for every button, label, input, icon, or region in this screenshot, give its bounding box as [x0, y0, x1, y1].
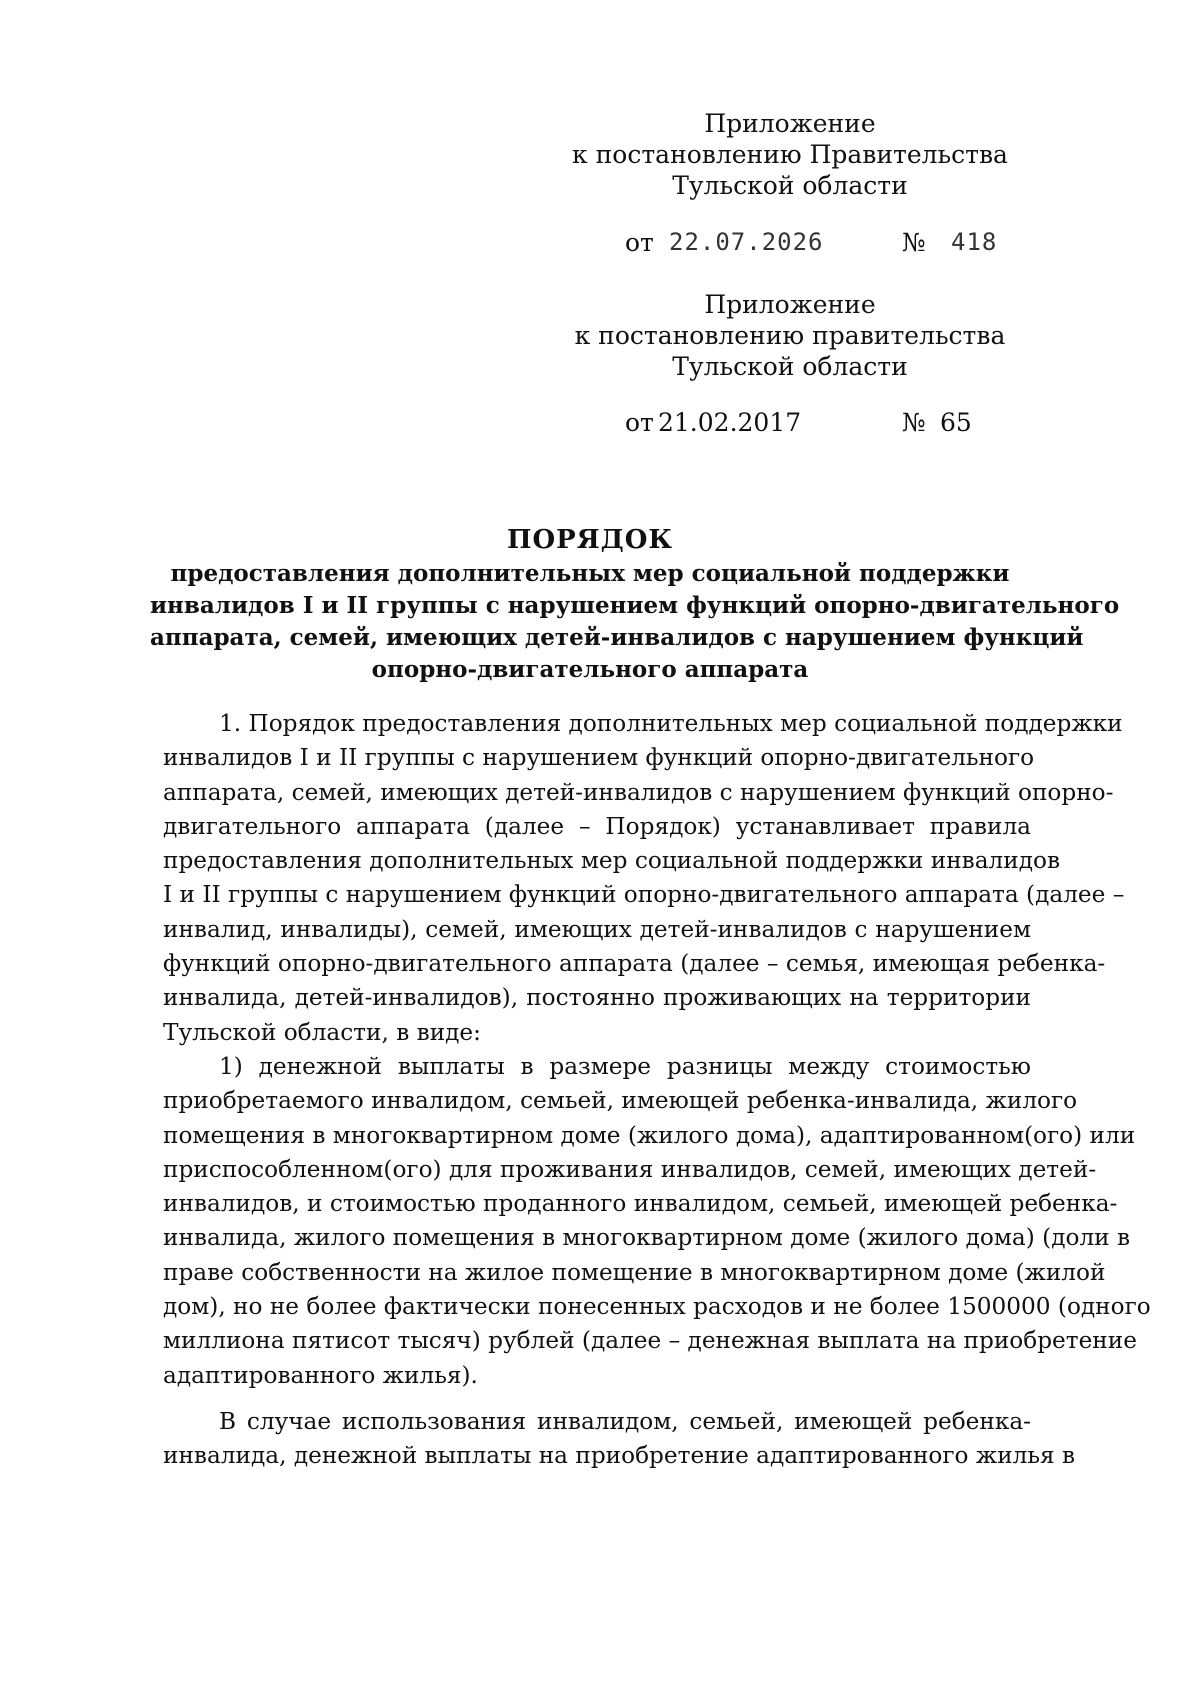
- appendix-line: Приложение: [704, 290, 876, 319]
- text-line: приобретаемого инвалидом, семьей, имеющей ребенка-инвалида, жилого: [163, 1087, 1078, 1115]
- date-value: 21.02.2017: [658, 408, 802, 437]
- text-line: инвалида, денежной выплаты на приобретение адаптированного жилья в: [163, 1442, 1076, 1470]
- text-line: приспособленном(ого) для проживания инвалидов, семей, имеющих детей-: [163, 1155, 1097, 1183]
- list-item-1: [163, 1050, 1151, 1393]
- document-body: [163, 707, 1151, 1474]
- paragraph-2: [163, 1405, 1076, 1474]
- number-label: №: [902, 408, 926, 437]
- number-stamp: 418: [951, 228, 998, 256]
- text-line: инвалид, инвалиды), семей, имеющих детей-инвалидов с нарушением: [163, 915, 1031, 943]
- text-line: помещения в многоквартирном доме (жилого дома), адаптированном(ого) или: [163, 1121, 1136, 1149]
- text-line: адаптированного жилья).: [163, 1361, 478, 1389]
- document-title: [150, 522, 1120, 686]
- document-heading: ПОРЯДОК: [506, 525, 674, 555]
- text-line: I и II группы с нарушением функций опорно-двигательного аппарата (далее –: [163, 881, 1125, 909]
- text-line: функций опорно-двигательного аппарата (далее – семья, имеющая ребенка-: [163, 950, 1106, 978]
- appendix-line: Тульской области: [672, 171, 908, 200]
- appendix-line: к постановлению правительства: [574, 321, 1006, 350]
- text-line: праве собственности на жилое помещение в многоквартирном доме (жилой: [163, 1258, 1106, 1286]
- appendix-line: к постановлению Правительства: [572, 140, 1008, 169]
- appendix-header-new: [560, 108, 1020, 201]
- text-line: 1) денежной выплаты в размере разницы между стоимостью: [219, 1052, 1031, 1080]
- date-number-row-new: [625, 227, 1025, 261]
- appendix-line: Тульской области: [672, 352, 908, 381]
- text-line: миллиона пятисот тысяч) рублей (далее – денежная выплата на приобретение: [163, 1327, 1137, 1355]
- text-line: двигательного аппарата (далее – Порядок) устанавливает правила: [163, 812, 1031, 840]
- date-number-row-old: [625, 407, 1025, 441]
- title-line: опорно-двигательного аппарата: [371, 656, 809, 683]
- text-line: 1. Порядок предоставления дополнительных мер социальной поддержки: [219, 710, 1123, 737]
- number-label: №: [902, 228, 926, 257]
- from-label: от: [625, 228, 654, 257]
- from-label: от: [625, 408, 654, 437]
- text-line: Тульской области, в виде:: [163, 1018, 481, 1046]
- text-line: аппарата, семей, имеющих детей-инвалидов с нарушением функций опорно-: [163, 778, 1114, 806]
- appendix-header-old: [560, 289, 1020, 382]
- paragraph-1: [163, 707, 1125, 1050]
- number-value: 65: [940, 408, 972, 437]
- title-line: предоставления дополнительных мер социальной поддержки: [170, 560, 1010, 587]
- appendix-line: Приложение: [704, 109, 876, 138]
- date-stamp: 22.07.2026: [669, 228, 824, 256]
- title-line: инвалидов I и II группы с нарушением функций опорно-двигательного: [150, 592, 1120, 619]
- text-line: В случае использования инвалидом, семьей, имеющей ребенка-: [219, 1407, 1031, 1435]
- title-line: аппарата, семей, имеющих детей-инвалидов с нарушением функций: [150, 624, 1084, 651]
- text-line: инвалида, жилого помещения в многоквартирном доме (жилого дома) (доли в: [163, 1224, 1131, 1252]
- text-line: инвалидов, и стоимостью проданного инвалидом, семьей, имеющей ребенка-: [163, 1190, 1118, 1218]
- paragraph-gap: [163, 1393, 1031, 1405]
- text-line: предоставления дополнительных мер социальной поддержки инвалидов: [163, 847, 1061, 875]
- text-line: инвалида, детей-инвалидов), постоянно проживающих на территории: [163, 984, 1031, 1012]
- text-line: дом), но не более фактически понесенных расходов и не более 1500000 (одного: [163, 1293, 1151, 1321]
- text-line: инвалидов I и II группы с нарушением функций опорно-двигательного: [163, 744, 1035, 772]
